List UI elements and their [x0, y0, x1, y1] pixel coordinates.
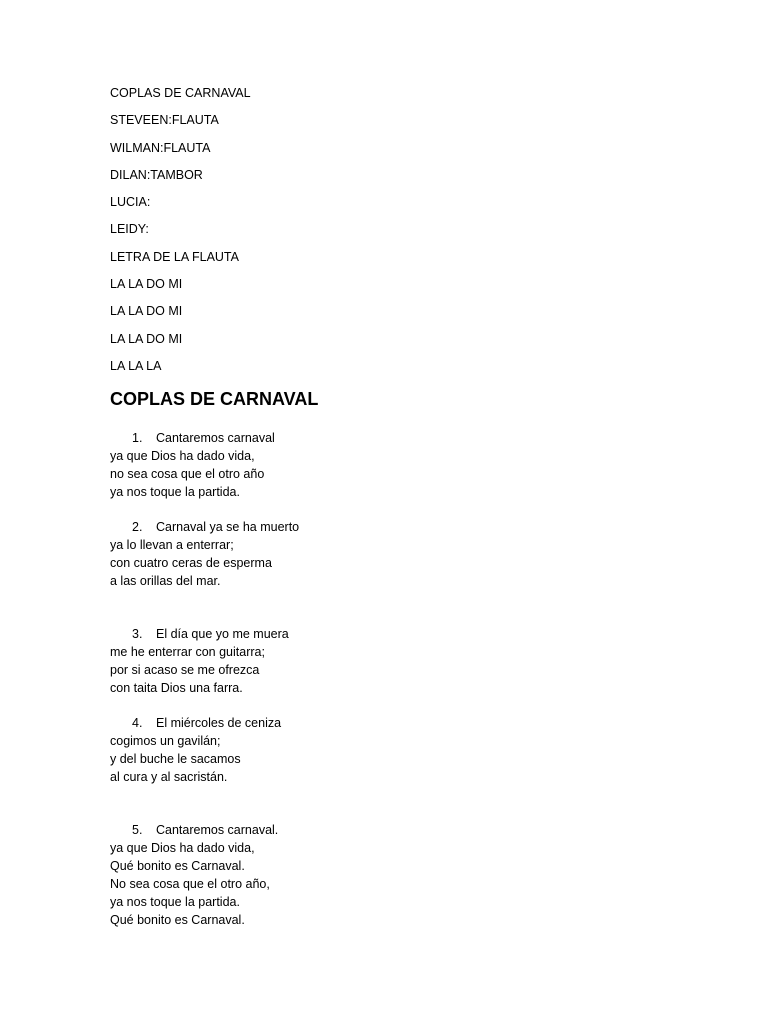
stanza-first-line: [110, 714, 710, 732]
stanza-line: al cura y al sacristán.: [110, 770, 228, 784]
stanza-first-line: [110, 518, 710, 536]
stanza-number: 1.: [132, 431, 143, 445]
stanza-number: 2.: [132, 520, 143, 534]
stanza-1: [110, 429, 710, 501]
stanza-list: [110, 429, 710, 929]
header-line: LA LA DO MI: [110, 277, 183, 292]
header-line: LUCIA:: [110, 195, 151, 210]
stanza-first-text: Cantaremos carnaval: [156, 431, 275, 445]
stanza-number: 4.: [132, 716, 143, 730]
stanza-line: y del buche le sacamos: [110, 752, 241, 766]
header-line: STEVEEN:FLAUTA: [110, 113, 219, 128]
stanza-number: 3.: [132, 627, 143, 641]
stanza-line: ya que Dios ha dado vida,: [110, 449, 255, 463]
stanza-line: con taita Dios una farra.: [110, 681, 243, 695]
stanza-first-text: Carnaval ya se ha muerto: [156, 520, 300, 534]
stanza-line: con cuatro ceras de esperma: [110, 556, 272, 570]
header-line: LEIDY:: [110, 222, 149, 237]
header-line: WILMAN:FLAUTA: [110, 140, 211, 155]
header-line: LA LA LA: [110, 358, 162, 373]
header-line: LA LA DO MI: [110, 304, 183, 319]
stanza-first-line: [110, 821, 710, 839]
page-title: COPLAS DE CARNAVAL: [110, 389, 319, 409]
header-line: LA LA DO MI: [110, 331, 183, 346]
header-line: COPLAS DE CARNAVAL: [110, 86, 251, 100]
stanza-number: 5.: [132, 823, 143, 837]
stanza-line: No sea cosa que el otro año,: [110, 877, 270, 891]
stanza-first-text: El día que yo me muera: [156, 627, 289, 641]
header-line: LETRA DE LA FLAUTA: [110, 249, 239, 264]
stanza-line: me he enterrar con guitarra;: [110, 645, 265, 659]
stanza-line: ya lo llevan a enterrar;: [110, 538, 234, 552]
stanza-line: ya nos toque la partida.: [110, 485, 240, 499]
stanza-line: a las orillas del mar.: [110, 574, 221, 588]
stanza-line: Qué bonito es Carnaval.: [110, 913, 245, 927]
header-lines: [110, 85, 710, 385]
stanza-line: ya nos toque la partida.: [110, 895, 240, 909]
stanza-first-text: El miércoles de ceniza: [156, 716, 282, 730]
stanza-line: cogimos un gavilán;: [110, 734, 221, 748]
header-line: DILAN:TAMBOR: [110, 167, 203, 182]
stanza-2: [110, 518, 710, 590]
stanza-line: ya que Dios ha dado vida,: [110, 841, 255, 855]
stanza-3: [110, 625, 710, 697]
stanza-5: [110, 821, 710, 929]
stanza-first-line: [110, 429, 710, 447]
stanza-4: [110, 714, 710, 786]
stanza-line: no sea cosa que el otro año: [110, 467, 265, 481]
stanza-line: Qué bonito es Carnaval.: [110, 859, 245, 873]
stanza-line: por si acaso se me ofrezca: [110, 663, 260, 677]
stanza-first-text: Cantaremos carnaval.: [156, 823, 279, 837]
stanza-first-line: [110, 625, 710, 643]
